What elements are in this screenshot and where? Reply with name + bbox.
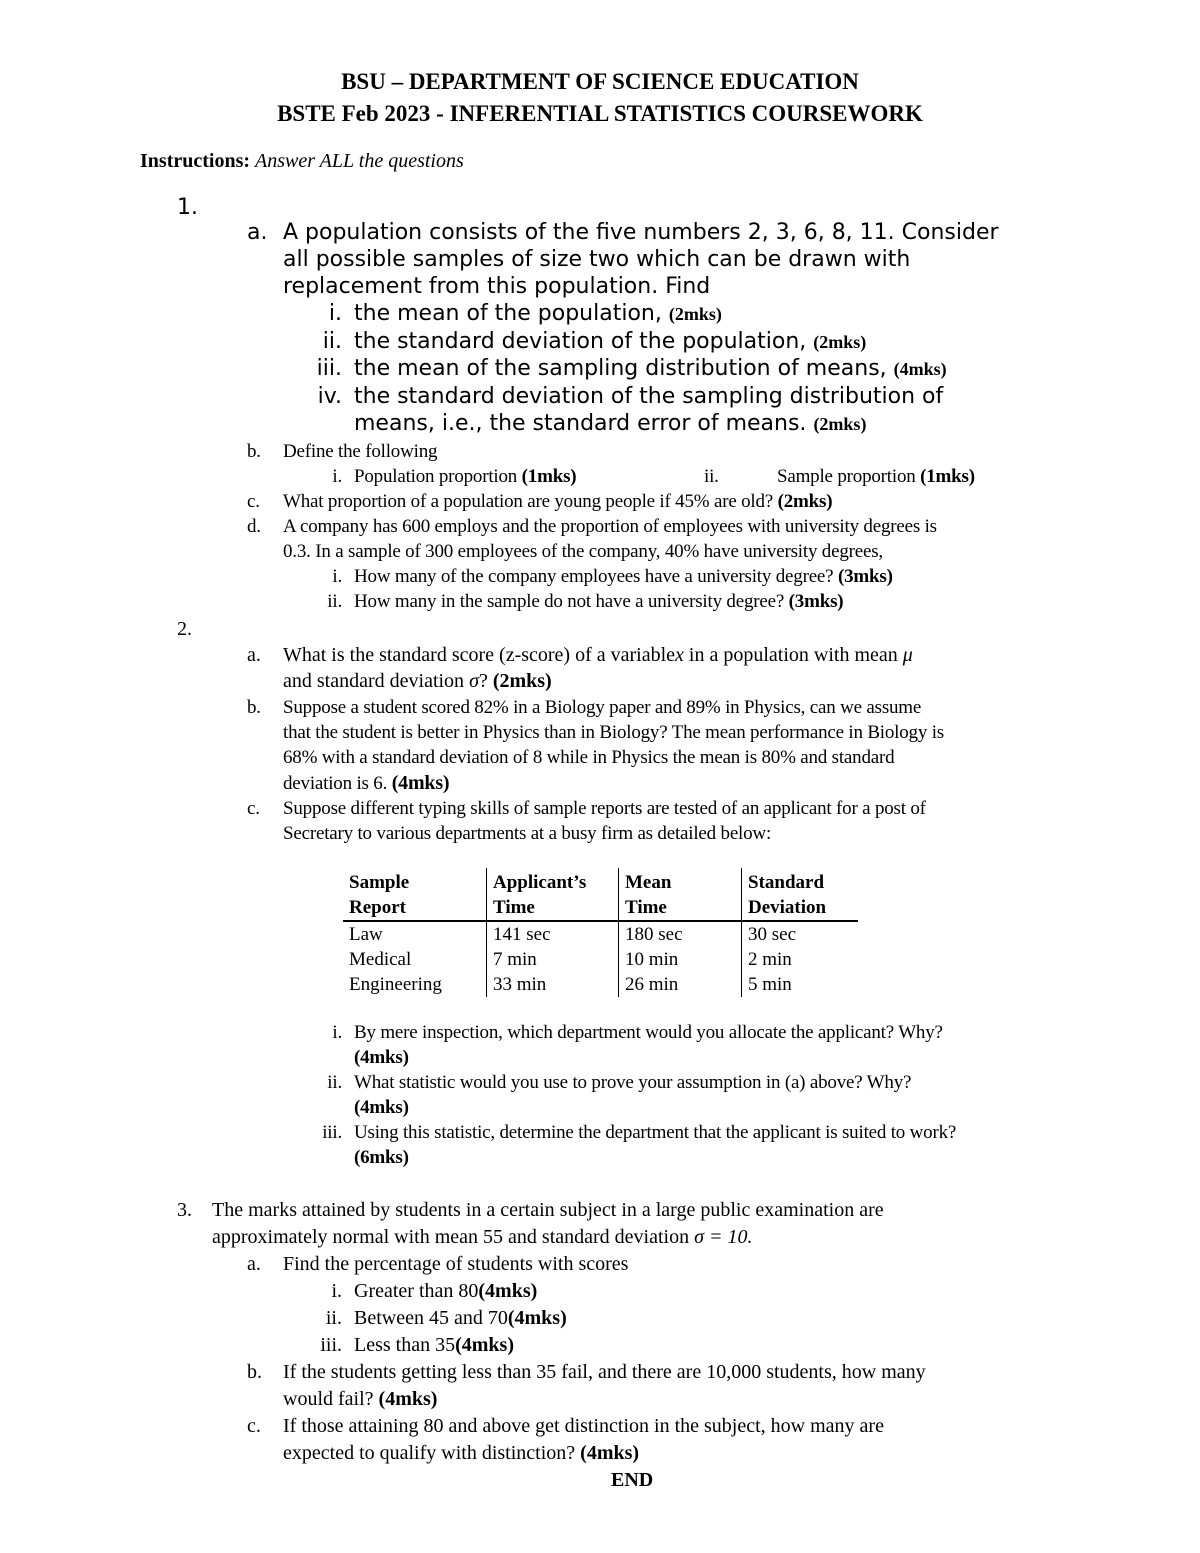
table-cell: 30 sec (742, 921, 859, 947)
q1c-letter: c. (247, 491, 260, 512)
q2a-sigma: σ (469, 670, 479, 692)
q2b-line-1: Suppose a student scored 82% in a Biology paper and 89% in Physics, can we assume (283, 697, 922, 718)
q3a-letter: a. (247, 1253, 261, 1275)
q2c-ii-text: What statistic would you use to prove your assumption in (a) above? Why? (354, 1072, 912, 1093)
q2c-ii-num: ii. (327, 1072, 342, 1093)
header-applicants-time: Applicant’s Time (487, 868, 619, 921)
q2b-line-4: deviation is 6. (4mks) (283, 772, 450, 794)
q1a-ii: the standard deviation of the population, (2mks) (354, 329, 867, 354)
q2c-i-text: By mere inspection, which department would you allocate the applicant? Why? (354, 1022, 943, 1043)
q2b-letter: b. (247, 697, 261, 718)
q3b-letter: b. (247, 1361, 262, 1383)
q3a-iii-num: iii. (320, 1334, 342, 1356)
table-cell: Medical (349, 949, 412, 970)
table-row (343, 972, 858, 997)
q3-sigma-equation: σ = 10. (694, 1226, 753, 1248)
q1a-ii-num: ii. (322, 329, 342, 354)
table-cell: 7 min (487, 947, 619, 972)
q1d-i-num: i. (332, 566, 342, 587)
q3-line-2: approximately normal with mean 55 and standard deviation σ = 10. (212, 1226, 753, 1248)
q1a-line-3: replacement from this population. Find (283, 274, 711, 299)
q1a-iv-num: iv. (317, 384, 342, 409)
q3c-line-1: If those attaining 80 and above get distinction in the subject, how many are (283, 1415, 884, 1437)
q1b-i-num: i. (332, 466, 342, 487)
q3a-ii-num: ii. (325, 1307, 342, 1329)
q2c-iii-text: Using this statistic, determine the department that the applicant is suited to work? (354, 1122, 957, 1143)
q1b-i: Population proportion (1mks) (354, 466, 577, 487)
q2b-marks: (4mks) (391, 772, 450, 794)
instructions-label: Instructions: (140, 150, 251, 172)
q1a-line-2: all possible samples of size two which can be drawn with (283, 247, 911, 272)
q2c-line-1: Suppose different typing skills of sample reports are tested of an applicant for a post of (283, 798, 926, 819)
q3a-i-marks: (4mks) (478, 1280, 538, 1302)
table-cell: 180 sec (619, 921, 742, 947)
table-cell: 5 min (742, 972, 859, 997)
header-mean-time: Mean Time (619, 868, 742, 921)
q1b-i-marks: (1mks) (521, 466, 577, 487)
q2c-ii-marks: (4mks) (354, 1097, 409, 1118)
header-sample-report: Sample Report (343, 868, 487, 921)
q1d-ii-num: ii. (327, 591, 342, 612)
q3-number: 3. (177, 1199, 192, 1221)
q3a-text: Find the percentage of students with scores (283, 1253, 629, 1275)
q3a-ii: Between 45 and 70(4mks) (354, 1307, 567, 1329)
q1b-ii-num: ii. (704, 466, 719, 487)
q2a-letter: a. (247, 644, 261, 666)
q3b-marks: (4mks) (378, 1388, 438, 1410)
q1d-letter: d. (247, 516, 261, 537)
q2a-marks: (2mks) (492, 670, 552, 692)
q1a-ii-marks: (2mks) (813, 332, 867, 352)
q1a-iv-line-2: means, i.e., the standard error of means. (2mks) (354, 411, 867, 436)
q3a-ii-marks: (4mks) (507, 1307, 567, 1329)
q1-number: 1. (177, 195, 198, 220)
q3a-iii: Less than 35(4mks) (354, 1334, 514, 1356)
q2c-i-num: i. (332, 1022, 342, 1043)
q1b-text: Define the following (283, 441, 438, 462)
q1b-ii: Sample proportion (1mks) (777, 466, 975, 487)
header-line-1: BSU – DEPARTMENT OF SCIENCE EDUCATION (341, 69, 859, 94)
q3a-i-num: i. (331, 1280, 342, 1302)
q3-line-1: The marks attained by students in a certain subject in a large public examination are (212, 1199, 884, 1221)
q1a-iii-marks: (4mks) (893, 359, 947, 379)
q2c-i-marks: (4mks) (354, 1047, 409, 1068)
typing-skills-table (343, 868, 858, 997)
table-cell: Engineering (349, 974, 442, 995)
q1a-line-1: A population consists of the five numbers 2, 3, 6, 8, 11. Consider (283, 220, 999, 245)
q1a-iii: the mean of the sampling distribution of means, (4mks) (354, 356, 947, 381)
q1a-i-marks: (2mks) (668, 304, 722, 324)
q2b-line-3: 68% with a standard deviation of 8 while in Physics the mean is 80% and standard (283, 747, 895, 768)
q2-number: 2. (177, 618, 192, 640)
q1d-ii-marks: (3mks) (788, 591, 844, 612)
header-standard-deviation: Standard Deviation (742, 868, 859, 921)
q3c-letter: c. (247, 1415, 261, 1437)
q3a-iii-marks: (4mks) (455, 1334, 514, 1356)
instructions-text: Answer ALL the questions (255, 150, 464, 172)
q1c: What proportion of a population are young people if 45% are old? (2mks) (283, 491, 833, 512)
table-row (343, 921, 858, 947)
table-cell: 10 min (619, 947, 742, 972)
q1a-iii-num: iii. (316, 356, 342, 381)
q2a-line-1: What is the standard score (z-score) of a variablex in a population with mean μ (283, 644, 913, 666)
q1d-i: How many of the company employees have a university degree? (3mks) (354, 566, 893, 587)
table-header-row (343, 868, 858, 921)
q1d-ii: How many in the sample do not have a university degree? (3mks) (354, 591, 844, 612)
q2c-line-2: Secretary to various departments at a busy firm as detailed below: (283, 823, 772, 844)
q1d-line-1: A company has 600 employs and the proportion of employees with university degrees is (283, 516, 937, 537)
q3b-line-1: If the students getting less than 35 fail, and there are 10,000 students, how many (283, 1361, 926, 1383)
q2a-line-2: and standard deviation σ? (2mks) (283, 670, 552, 692)
q2a-mu: μ (902, 644, 913, 666)
q3c-line-2: expected to qualify with distinction? (4mks) (283, 1442, 640, 1464)
q3a-i: Greater than 80(4mks) (354, 1280, 538, 1302)
q2a-variable: x (675, 644, 684, 666)
q1d-i-marks: (3mks) (837, 566, 893, 587)
q1b-letter: b. (247, 441, 261, 462)
q1a-iv-marks: (2mks) (813, 414, 867, 434)
q2c-iii-num: iii. (322, 1122, 342, 1143)
q3c-marks: (4mks) (580, 1442, 640, 1464)
table-cell: 2 min (742, 947, 859, 972)
table-row (343, 947, 858, 972)
table-cell: Law (349, 924, 383, 945)
end-label: END (611, 1469, 654, 1491)
q2c-iii-marks: (6mks) (354, 1147, 409, 1168)
header-line-2: BSTE Feb 2023 - INFERENTIAL STATISTICS COURSEWORK (277, 101, 923, 126)
table-cell: 26 min (619, 972, 742, 997)
table-cell: 141 sec (487, 921, 619, 947)
instructions (140, 148, 464, 174)
q1a-iv-line-1: the standard deviation of the sampling distribution of (354, 384, 944, 409)
q1a-i: the mean of the population, (2mks) (354, 301, 722, 326)
q1a-letter: a. (247, 220, 268, 245)
q1d-line-2: 0.3. In a sample of 300 employees of the company, 40% have university degrees, (283, 541, 883, 562)
q3b-line-2: would fail? (4mks) (283, 1388, 438, 1410)
q2c-letter: c. (247, 798, 260, 819)
q1c-marks: (2mks) (777, 491, 833, 512)
q1a-i-num: i. (328, 301, 342, 326)
table-cell: 33 min (487, 972, 619, 997)
q2b-line-2: that the student is better in Physics than in Biology? The mean performance in Biology is (283, 722, 944, 743)
q1b-ii-marks: (1mks) (920, 466, 975, 487)
